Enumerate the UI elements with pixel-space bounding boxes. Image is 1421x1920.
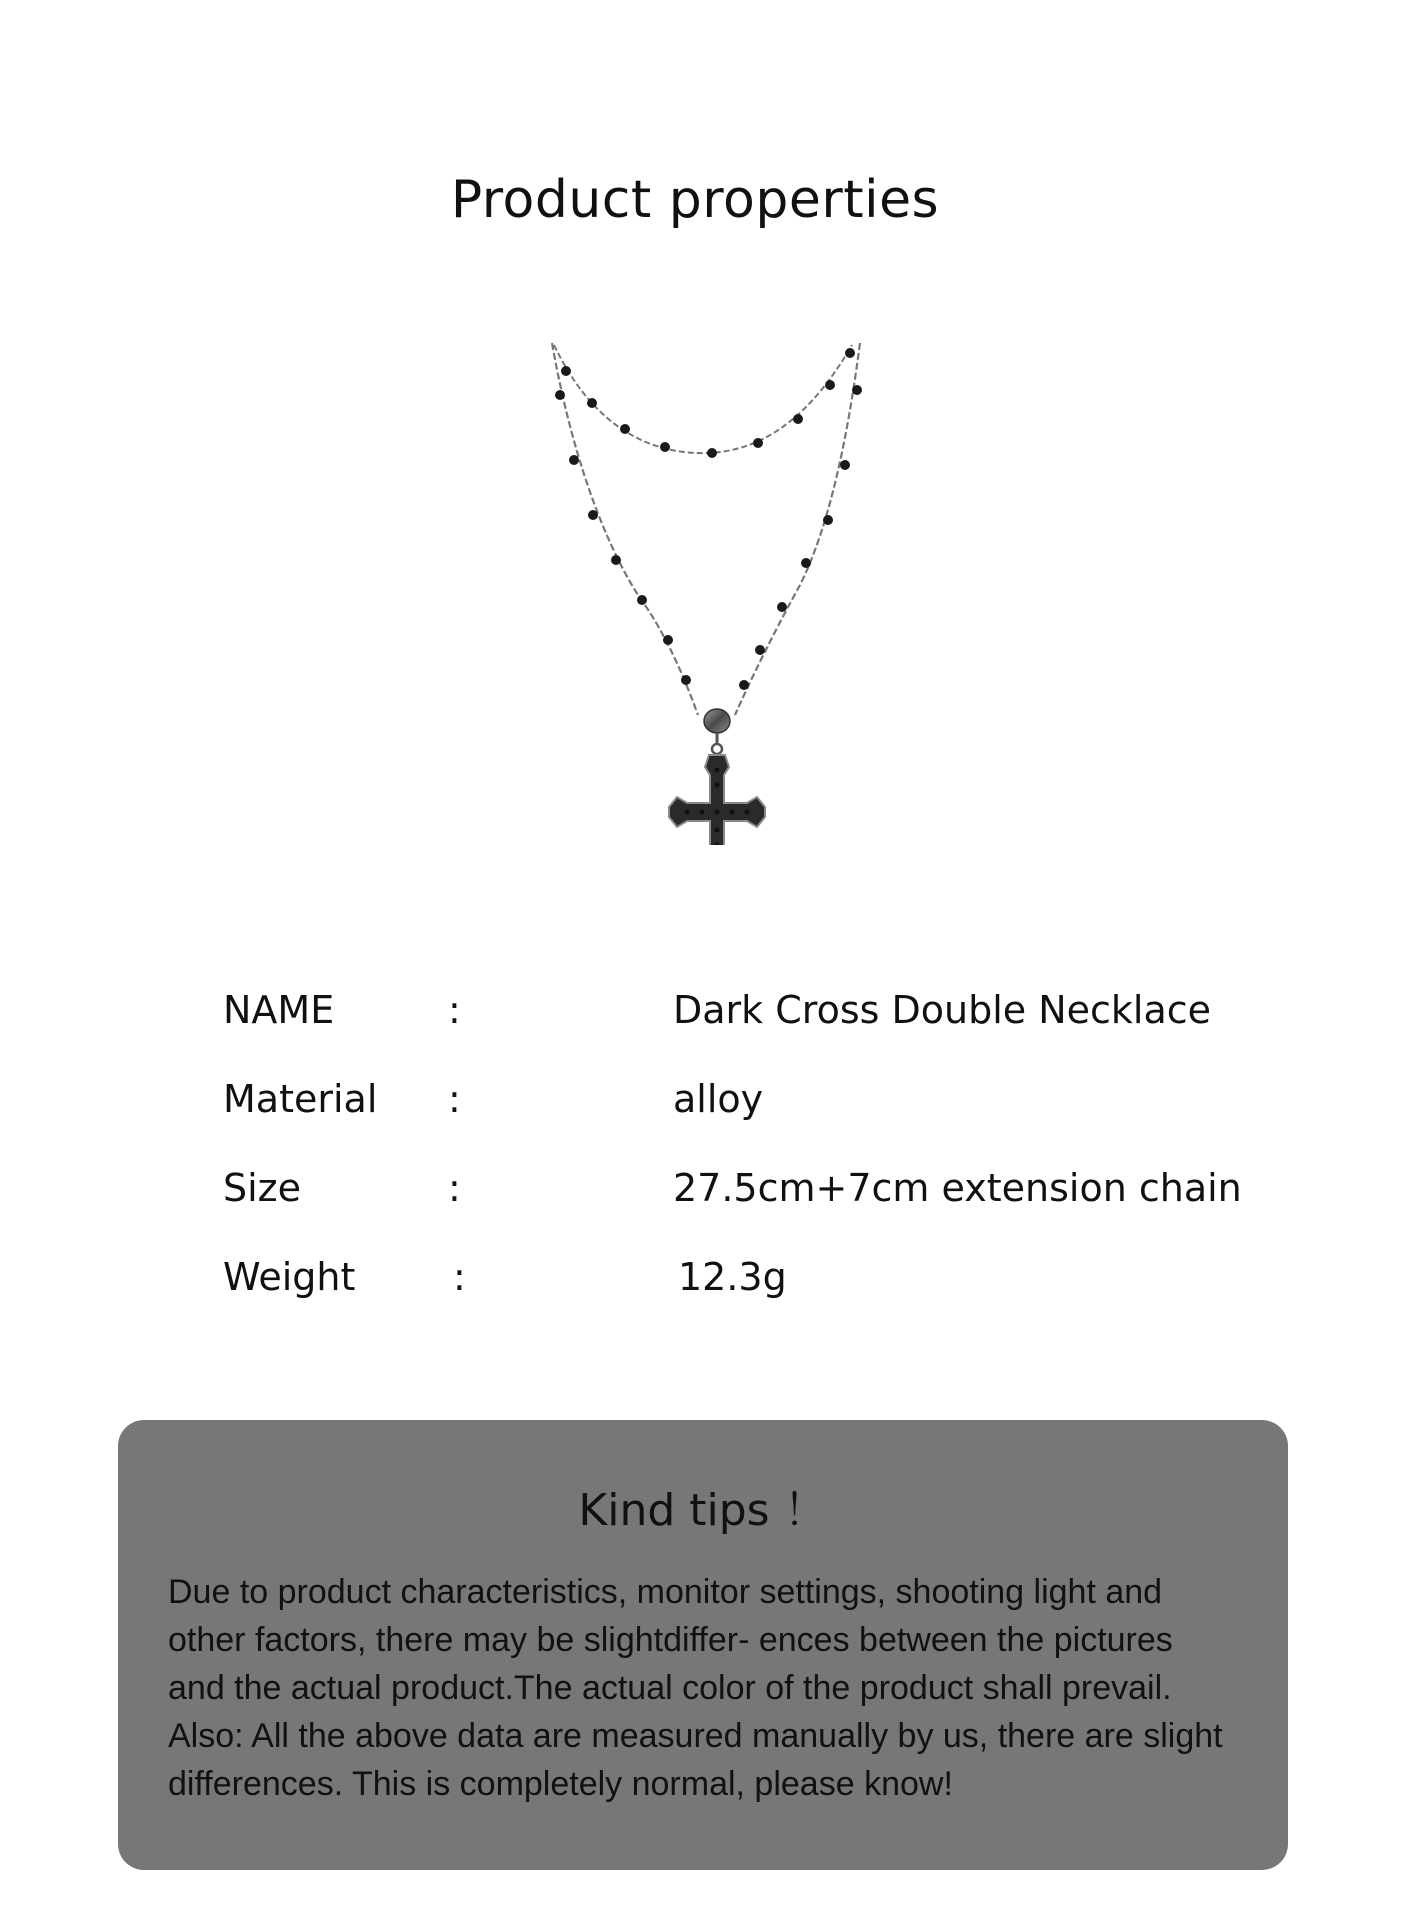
property-row-material	[223, 1074, 1323, 1163]
tips-line: differences. This is completely normal, please know!	[168, 1765, 953, 1803]
property-row-weight	[223, 1252, 1323, 1341]
kind-tips-panel	[118, 1420, 1288, 1870]
page-title: Product properties	[450, 169, 940, 230]
property-row-name	[223, 985, 1323, 1074]
property-label: Weight	[223, 1255, 356, 1299]
tips-line: Due to product characteristics, monitor settings, shooting light and	[168, 1573, 1163, 1611]
property-label: Material	[223, 1077, 378, 1121]
property-value: alloy	[673, 1077, 764, 1121]
tips-line: and the actual product.The actual color of the product shall prevail.	[168, 1669, 1172, 1707]
product-properties-table	[223, 985, 1323, 1341]
property-label: Size	[223, 1166, 302, 1210]
property-value: Dark Cross Double Necklace	[673, 988, 1212, 1032]
property-label: NAME	[223, 988, 335, 1032]
property-value: 27.5cm+7cm extension chain	[673, 1166, 1242, 1210]
kind-tips-title: Kind tips ！	[578, 1485, 828, 1536]
tips-line: Also: All the above data are measured manually by us, there are slight	[168, 1717, 1223, 1755]
kind-tips-text	[168, 1568, 1258, 1808]
property-separator: :	[448, 1166, 461, 1210]
property-separator: :	[453, 1255, 466, 1299]
property-value: 12.3g	[678, 1255, 787, 1299]
property-separator: :	[448, 1077, 461, 1121]
property-separator: :	[448, 988, 461, 1032]
property-row-size	[223, 1163, 1323, 1252]
cross-double-necklace-icon	[530, 325, 890, 845]
tips-line: other factors, there may be slightdiffer- ences between the pictures	[168, 1621, 1173, 1659]
